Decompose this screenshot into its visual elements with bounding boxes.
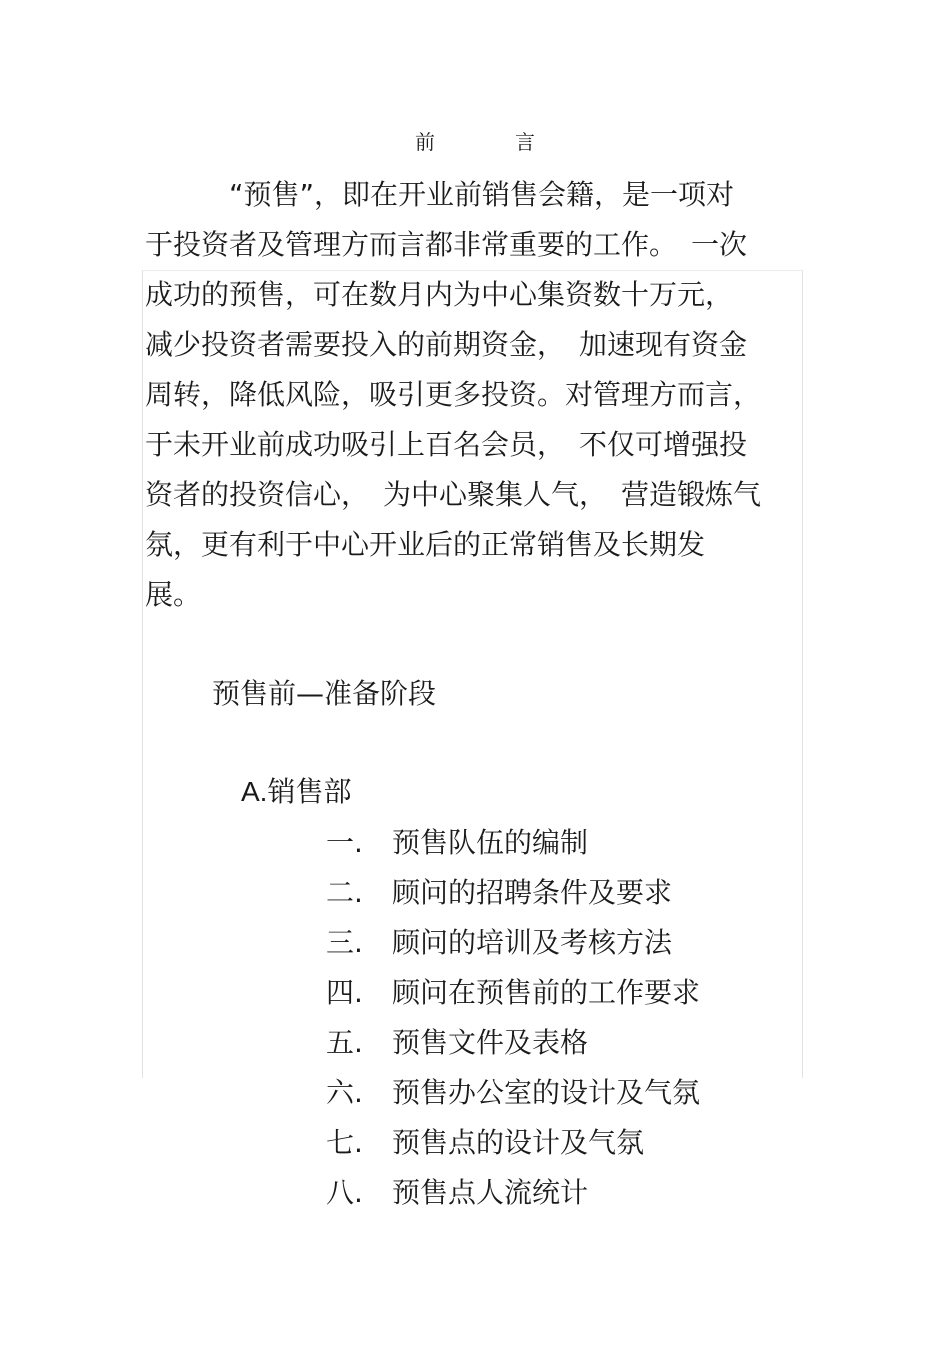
outline-item-text: 顾问的招聘条件及要求 xyxy=(392,876,673,909)
subsection-letter: A. xyxy=(241,776,268,807)
intro-line: 成功的预售，可在数月内为中心集资数十万元， xyxy=(145,278,734,311)
intro-line: 展。 xyxy=(145,578,202,611)
outline-item xyxy=(326,1068,700,1118)
outline-item-number: 六. xyxy=(326,1076,363,1109)
outline-item xyxy=(326,1168,700,1218)
outline-item-text: 预售点人流统计 xyxy=(392,1176,589,1209)
outline-list xyxy=(326,818,700,1218)
outline-item xyxy=(326,1118,700,1168)
outline-item-text: 顾问在预售前的工作要求 xyxy=(392,976,701,1009)
outline-item-text: 预售办公室的设计及气氛 xyxy=(392,1076,701,1109)
outline-item-text: 顾问的培训及考核方法 xyxy=(392,926,673,959)
outline-item-text: 预售队伍的编制 xyxy=(392,826,589,859)
outline-item-number: 七. xyxy=(326,1126,363,1159)
outline-item-number: 五. xyxy=(326,1026,363,1059)
intro-line: 氛，更有利于中心开业后的正常销售及长期发 xyxy=(145,528,706,561)
outline-item xyxy=(326,1018,700,1068)
outline-item-text: 预售文件及表格 xyxy=(392,1026,589,1059)
outline-item xyxy=(326,868,700,918)
outline-item-text: 预售点的设计及气氛 xyxy=(392,1126,645,1159)
subsection-title: 销售部 xyxy=(267,775,352,808)
outline-item-number: 四. xyxy=(326,976,363,1009)
intro-paragraph xyxy=(145,170,805,620)
page-title: 前 言 xyxy=(415,130,565,154)
intro-line: 周转，降低风险，吸引更多投资。对管理方而言， xyxy=(145,378,762,411)
subsection-heading xyxy=(241,770,351,814)
outline-item-number: 一. xyxy=(326,826,363,859)
outline-item-number: 三. xyxy=(326,926,363,959)
intro-line: 资者的投资信心， 为中心聚集人气， 营造锻炼气 xyxy=(145,478,762,511)
outline-item xyxy=(326,918,700,968)
intro-line: 于投资者及管理方而言都非常重要的工作。 一次 xyxy=(145,228,748,261)
intro-line: “预售”，即在开业前销售会籍，是一项对 xyxy=(145,178,735,211)
outline-item-number: 二. xyxy=(326,876,363,909)
intro-line: 于未开业前成功吸引上百名会员， 不仅可增强投 xyxy=(145,428,748,461)
outline-item-number: 八. xyxy=(326,1176,363,1209)
section-heading: 预售前—准备阶段 xyxy=(212,677,437,710)
intro-line: 减少投资者需要投入的前期资金， 加速现有资金 xyxy=(145,328,748,361)
outline-item xyxy=(326,968,700,1018)
outline-item xyxy=(326,818,700,868)
